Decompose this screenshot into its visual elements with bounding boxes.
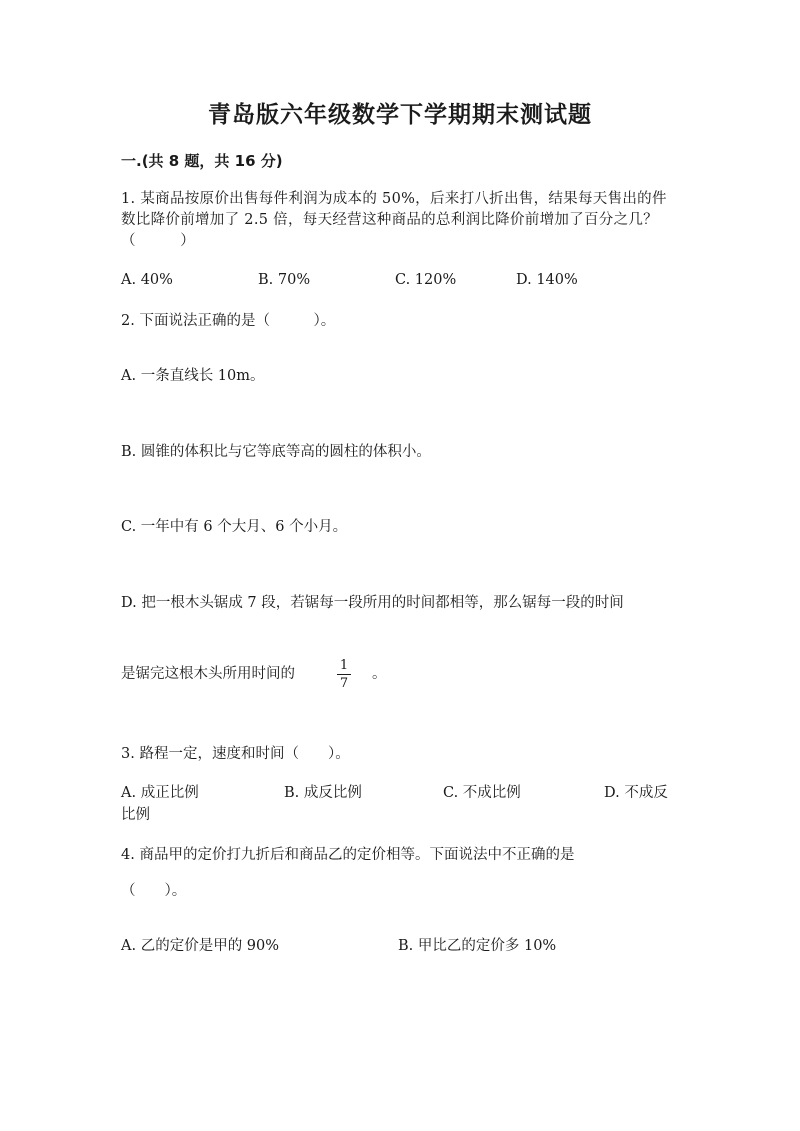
question-3-option-b: B. 成反比例 (284, 785, 362, 801)
question-4-option-a: A. 乙的定价是甲的 90% (121, 938, 280, 954)
question-3-option-c: C. 不成比例 (443, 785, 521, 801)
question-1-stem: 1. 某商品按原价出售每件利润为成本的 50%，后来打八折出售，结果每天售出的件数比降价前增加了 2.5 倍，每天经营这种商品的总利润比降价前增加了百分之几？（ ） (121, 191, 667, 249)
question-2-option-d-continuation: 是锯完这根木头所用时间的 (121, 666, 295, 682)
question-2-option-a: A. 一条直线长 10m。 (121, 368, 265, 384)
question-3-option-a: A. 成正比例 (121, 785, 199, 801)
page-title: 青岛版六年级数学下学期期末测试题 (208, 102, 592, 128)
fraction-denominator: 7 (339, 676, 349, 691)
fraction-bar (337, 674, 351, 675)
question-1-option-a: A. 40% (121, 272, 173, 288)
question-3-option-d: D. 不成反 (604, 785, 668, 801)
question-3-option-d-continuation: 比例 (121, 807, 150, 823)
section-header: 一.(共 8 题，共 16 分) (121, 152, 283, 170)
question-4-stem: 4. 商品甲的定价打九折后和商品乙的定价相等。下面说法中不正确的是 (121, 847, 575, 863)
question-1-option-b: B. 70% (258, 272, 311, 288)
question-2-option-d: D. 把一根木头锯成 7 段，若锯每一段所用的时间都相等，那么锯每一段的时间 (121, 595, 624, 611)
question-4-option-b: B. 甲比乙的定价多 10% (398, 938, 557, 954)
fraction-one-seventh (337, 658, 351, 691)
fraction-numerator: 1 (339, 658, 349, 673)
question-2-option-b: B. 圆锥的体积比与它等底等高的圆柱的体积小。 (121, 444, 431, 460)
question-2-option-c: C. 一年中有 6 个大月、6 个小月。 (121, 519, 348, 535)
question-2-option-d-end: 。 (372, 666, 387, 682)
question-3-stem: 3. 路程一定，速度和时间（ ）。 (121, 746, 350, 762)
question-4-stem-continuation: （ ）。 (121, 883, 187, 899)
question-2-stem: 2. 下面说法正确的是（ ）。 (121, 313, 336, 329)
question-1-option-d: D. 140% (516, 272, 578, 288)
question-1-option-c: C. 120% (395, 272, 457, 288)
